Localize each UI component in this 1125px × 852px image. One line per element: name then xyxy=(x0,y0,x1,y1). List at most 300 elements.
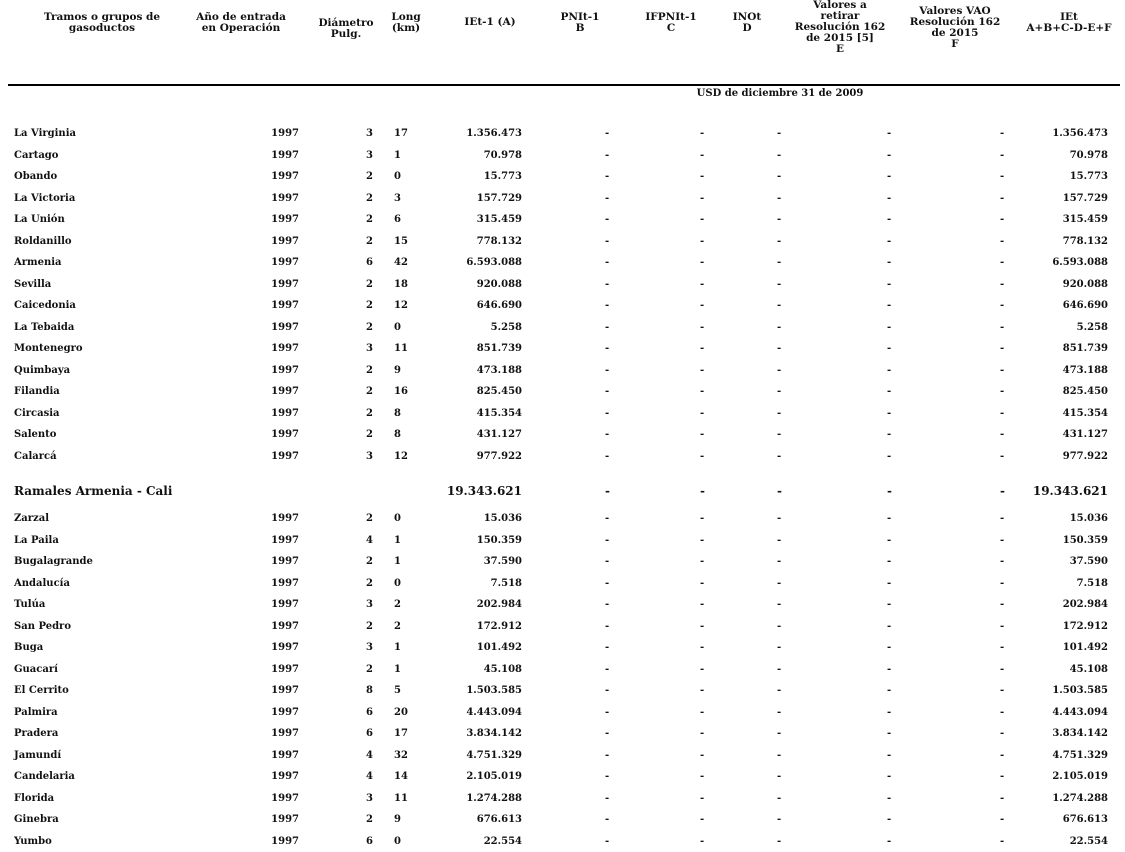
cell-f: - xyxy=(1000,534,1005,546)
cell-name: Tulúa xyxy=(14,599,46,610)
cell-iet1: 202.984 xyxy=(476,599,522,610)
cell-long: 1 xyxy=(394,642,401,653)
cell-c: - xyxy=(700,149,705,161)
cell-iet: 101.492 xyxy=(1062,642,1108,653)
cell-b: - xyxy=(605,214,610,225)
cell-b: - xyxy=(605,706,610,718)
cell-e: - xyxy=(887,685,892,696)
cell-long: 9 xyxy=(394,364,401,376)
cell-long: 11 xyxy=(394,792,408,804)
cell-b: - xyxy=(605,450,610,462)
cell-e: - xyxy=(887,149,892,161)
cell-c: - xyxy=(700,835,705,847)
cell-name: La Virginia xyxy=(14,128,76,139)
cell-d: - xyxy=(777,685,782,696)
cell-diam: 2 xyxy=(366,192,373,204)
cell-iet1: 5.258 xyxy=(490,321,522,333)
cell-iet1: 778.132 xyxy=(476,235,522,247)
cell-f: - xyxy=(1000,214,1005,225)
cell-d: - xyxy=(777,321,782,333)
cell-long: 2 xyxy=(394,599,401,610)
cell-d: - xyxy=(777,364,782,376)
cell-d: - xyxy=(777,749,782,761)
cell-diam: 2 xyxy=(366,171,373,182)
cell-year: 1997 xyxy=(271,728,299,739)
cell-iet1: 2.105.019 xyxy=(466,771,522,782)
cell-e: - xyxy=(887,364,892,376)
cell-iet1: 15.036 xyxy=(483,513,522,524)
cell-c: - xyxy=(700,685,705,696)
cell-f: - xyxy=(1000,642,1005,653)
cell-iet: 4.751.329 xyxy=(1052,749,1108,761)
cell-b: - xyxy=(605,300,610,311)
cell-iet: 15.036 xyxy=(1069,513,1108,524)
cell-long: 1 xyxy=(394,534,401,546)
cell-diam: 8 xyxy=(366,685,373,696)
cell-c: - xyxy=(700,128,705,139)
cell-b: - xyxy=(605,278,610,290)
cell-iet: 22.554 xyxy=(1069,835,1108,847)
cell-e: - xyxy=(887,577,892,589)
cell-c: - xyxy=(700,450,705,462)
cell-long: 11 xyxy=(394,343,408,354)
cell-d: - xyxy=(777,171,782,182)
cell-d: - xyxy=(777,214,782,225)
cell-year: 1997 xyxy=(271,620,299,632)
cell-diam: 2 xyxy=(366,407,373,419)
cell-name: Obando xyxy=(14,171,58,182)
cell-long: 12 xyxy=(394,450,408,462)
cell-e: - xyxy=(887,192,892,204)
cell-d: - xyxy=(777,599,782,610)
cell-iet: 37.590 xyxy=(1069,556,1108,567)
cell-name: Calarcá xyxy=(14,450,57,462)
cell-year: 1997 xyxy=(271,171,299,182)
cell-long: 6 xyxy=(394,214,401,225)
cell-d: - xyxy=(777,407,782,419)
cell-long: 0 xyxy=(394,513,401,524)
cell-long: 8 xyxy=(394,407,401,419)
cell-c: - xyxy=(700,343,705,354)
table-row xyxy=(0,810,1125,830)
header-divider xyxy=(8,84,1120,86)
cell-d: - xyxy=(777,835,782,847)
cell-iet1: 851.739 xyxy=(476,343,522,354)
cell-diam: 2 xyxy=(366,663,373,675)
cell-c: - xyxy=(700,599,705,610)
cell-iet1: 3.834.142 xyxy=(466,728,522,739)
cell-name: Yumbo xyxy=(14,835,52,847)
cell-long: 17 xyxy=(394,128,408,139)
cell-e: - xyxy=(887,257,892,268)
cell-b: - xyxy=(605,321,610,333)
cell-name: Ginebra xyxy=(14,814,59,825)
cell-long: 1 xyxy=(394,663,401,675)
cell-c: - xyxy=(700,364,705,376)
table-row xyxy=(0,189,1125,209)
cell-f: - xyxy=(1000,577,1005,589)
cell-c: - xyxy=(700,321,705,333)
cell-diam: 2 xyxy=(366,513,373,524)
cell-year: 1997 xyxy=(271,706,299,718)
cell-iet: 1.274.288 xyxy=(1052,792,1108,804)
cell-long: 2 xyxy=(394,620,401,632)
cell-c: - xyxy=(700,513,705,524)
cell-e: - xyxy=(887,429,892,440)
cell-f: - xyxy=(1000,513,1005,524)
cell-year: 1997 xyxy=(271,128,299,139)
cell-year: 1997 xyxy=(271,663,299,675)
cell-iet1: 157.729 xyxy=(476,192,522,204)
cell-name: Candelaria xyxy=(14,771,75,782)
table-row xyxy=(0,253,1125,273)
cell-iet: 7.518 xyxy=(1076,577,1108,589)
cell-year: 1997 xyxy=(271,364,299,376)
cell-name: Guacarí xyxy=(14,663,58,675)
cell-iet1: 7.518 xyxy=(490,577,522,589)
table-row xyxy=(0,167,1125,187)
table-row xyxy=(0,296,1125,316)
cell-iet: 431.127 xyxy=(1062,429,1108,440)
cell-iet: 3.834.142 xyxy=(1052,728,1108,739)
cell-b: - xyxy=(605,534,610,546)
cell-diam: 3 xyxy=(366,128,373,139)
cell-long: 42 xyxy=(394,257,408,268)
cell-diam: 3 xyxy=(366,343,373,354)
cell-b: - xyxy=(605,771,610,782)
cell-e: - xyxy=(887,663,892,675)
cell-long: 8 xyxy=(394,429,401,440)
cell-iet: 45.108 xyxy=(1069,663,1108,675)
cell-name: Florida xyxy=(14,792,55,804)
cell-c: - xyxy=(700,642,705,653)
cell-year: 1997 xyxy=(271,642,299,653)
cell-c: - xyxy=(700,706,705,718)
cell-long: 18 xyxy=(394,278,408,290)
cell-b: - xyxy=(605,620,610,632)
cell-b: - xyxy=(605,728,610,739)
cell-c: - xyxy=(700,235,705,247)
cell-iet: 977.922 xyxy=(1062,450,1108,462)
cell-f: - xyxy=(1000,364,1005,376)
unit-label: USD de diciembre 31 de 2009 xyxy=(696,88,864,99)
table-row xyxy=(0,275,1125,295)
cell-d: - xyxy=(777,235,782,247)
cell-diam: 4 xyxy=(366,534,373,546)
table-row xyxy=(0,552,1125,572)
cell-iet: 4.443.094 xyxy=(1052,706,1108,718)
header-b: PNIt-1 B xyxy=(560,11,600,34)
cell-iet: 315.459 xyxy=(1062,214,1108,225)
cell-f: - xyxy=(1000,620,1005,632)
cell-d: - xyxy=(777,642,782,653)
cell-f: - xyxy=(1000,685,1005,696)
cell-diam: 3 xyxy=(366,642,373,653)
cell-f: - xyxy=(1000,171,1005,182)
cell-f: - xyxy=(1000,771,1005,782)
cell-c: - xyxy=(700,407,705,419)
cell-f: - xyxy=(1000,835,1005,847)
cell-e: - xyxy=(887,235,892,247)
cell-iet: 6.593.088 xyxy=(1052,257,1108,268)
table-row xyxy=(0,210,1125,230)
cell-e: - xyxy=(887,513,892,524)
table-row xyxy=(0,382,1125,402)
cell-d: - xyxy=(777,192,782,204)
cell-b: - xyxy=(605,343,610,354)
cell-iet: 172.912 xyxy=(1062,620,1108,632)
cell-e: - xyxy=(887,300,892,311)
cell-e: - xyxy=(887,171,892,182)
cell-diam: 6 xyxy=(366,728,373,739)
cell-diam: 2 xyxy=(366,620,373,632)
cell-b: - xyxy=(605,257,610,268)
cell-c: - xyxy=(700,814,705,825)
cell-name: Palmira xyxy=(14,706,58,718)
cell-f: - xyxy=(1000,278,1005,290)
cell-b: - xyxy=(605,192,610,204)
cell-e: - xyxy=(887,534,892,546)
cell-b: - xyxy=(605,235,610,247)
cell-b: - xyxy=(605,577,610,589)
cell-name: Cartago xyxy=(14,149,59,161)
cell-f: - xyxy=(1000,257,1005,268)
cell-iet1: 150.359 xyxy=(476,534,522,546)
cell-iet1: 1.356.473 xyxy=(466,128,522,139)
cell-year: 1997 xyxy=(271,407,299,419)
cell-year: 1997 xyxy=(271,450,299,462)
cell-f: - xyxy=(1000,450,1005,462)
cell-e: - xyxy=(887,484,892,498)
cell-b: - xyxy=(605,407,610,419)
cell-diam: 2 xyxy=(366,429,373,440)
header-e: Valores a retirar Resolución 162 de 2015 [5] E xyxy=(794,0,886,55)
cell-f: - xyxy=(1000,556,1005,567)
cell-iet1: 70.978 xyxy=(483,149,522,161)
table-row xyxy=(0,681,1125,701)
cell-c: - xyxy=(700,192,705,204)
cell-d: - xyxy=(777,513,782,524)
table-row xyxy=(0,531,1125,551)
cell-long: 0 xyxy=(394,577,401,589)
cell-iet1: 431.127 xyxy=(476,429,522,440)
cell-year: 1997 xyxy=(271,192,299,204)
cell-long: 1 xyxy=(394,556,401,567)
cell-year: 1997 xyxy=(271,814,299,825)
table-row xyxy=(0,339,1125,359)
cell-b: - xyxy=(605,386,610,397)
cell-e: - xyxy=(887,814,892,825)
cell-diam: 2 xyxy=(366,814,373,825)
cell-c: - xyxy=(700,214,705,225)
cell-name: Montenegro xyxy=(14,343,83,354)
cell-year: 1997 xyxy=(271,300,299,311)
cell-b: - xyxy=(605,429,610,440)
cell-c: - xyxy=(700,728,705,739)
cell-iet1: 22.554 xyxy=(483,835,522,847)
cell-name: Ramales Armenia - Cali xyxy=(14,484,173,498)
cell-iet: 19.343.621 xyxy=(1032,484,1108,498)
cell-f: - xyxy=(1000,792,1005,804)
cell-f: - xyxy=(1000,749,1005,761)
cell-name: Caicedonia xyxy=(14,300,76,311)
table-row xyxy=(0,746,1125,766)
cell-iet: 778.132 xyxy=(1062,235,1108,247)
header-diam: Diámetro Pulg. xyxy=(318,17,374,40)
cell-b: - xyxy=(605,599,610,610)
cell-year: 1997 xyxy=(271,149,299,161)
cell-name: El Cerrito xyxy=(14,685,69,696)
cell-c: - xyxy=(700,771,705,782)
table-row xyxy=(0,789,1125,809)
cell-d: - xyxy=(777,534,782,546)
cell-diam: 2 xyxy=(366,214,373,225)
cell-long: 3 xyxy=(394,192,401,204)
cell-d: - xyxy=(777,706,782,718)
header-iet1: IEt-1 (A) xyxy=(464,16,516,28)
cell-year: 1997 xyxy=(271,278,299,290)
cell-d: - xyxy=(777,343,782,354)
cell-e: - xyxy=(887,450,892,462)
cell-e: - xyxy=(887,835,892,847)
cell-f: - xyxy=(1000,407,1005,419)
cell-b: - xyxy=(605,835,610,847)
cell-diam: 4 xyxy=(366,771,373,782)
cell-iet: 5.258 xyxy=(1076,321,1108,333)
cell-iet1: 676.613 xyxy=(476,814,522,825)
cell-iet1: 6.593.088 xyxy=(466,257,522,268)
cell-long: 32 xyxy=(394,749,408,761)
cell-name: Filandia xyxy=(14,386,60,397)
cell-f: - xyxy=(1000,706,1005,718)
cell-name: Circasia xyxy=(14,407,60,419)
cell-iet1: 415.354 xyxy=(476,407,522,419)
cell-c: - xyxy=(700,429,705,440)
cell-d: - xyxy=(777,450,782,462)
cell-e: - xyxy=(887,278,892,290)
cell-e: - xyxy=(887,599,892,610)
cell-d: - xyxy=(777,792,782,804)
cell-e: - xyxy=(887,407,892,419)
cell-f: - xyxy=(1000,128,1005,139)
table-row xyxy=(0,232,1125,252)
header-c: IFPNIt-1 C xyxy=(645,11,697,34)
cell-f: - xyxy=(1000,599,1005,610)
cell-long: 1 xyxy=(394,149,401,161)
cell-diam: 6 xyxy=(366,257,373,268)
cell-f: - xyxy=(1000,728,1005,739)
cell-e: - xyxy=(887,556,892,567)
cell-diam: 2 xyxy=(366,556,373,567)
cell-year: 1997 xyxy=(271,321,299,333)
cell-iet1: 1.503.585 xyxy=(466,685,522,696)
cell-d: - xyxy=(777,278,782,290)
cell-diam: 2 xyxy=(366,278,373,290)
table-row xyxy=(0,724,1125,744)
cell-year: 1997 xyxy=(271,343,299,354)
cell-d: - xyxy=(777,386,782,397)
cell-b: - xyxy=(605,128,610,139)
cell-diam: 3 xyxy=(366,149,373,161)
cell-d: - xyxy=(777,484,782,498)
cell-f: - xyxy=(1000,300,1005,311)
cell-e: - xyxy=(887,642,892,653)
cell-b: - xyxy=(605,642,610,653)
table-row xyxy=(0,425,1125,445)
cell-year: 1997 xyxy=(271,534,299,546)
cell-year: 1997 xyxy=(271,835,299,847)
cell-name: San Pedro xyxy=(14,620,71,632)
cell-long: 0 xyxy=(394,835,401,847)
cell-iet1: 920.088 xyxy=(476,278,522,290)
cell-name: Roldanillo xyxy=(14,235,72,247)
cell-long: 17 xyxy=(394,728,408,739)
cell-b: - xyxy=(605,685,610,696)
cell-iet: 70.978 xyxy=(1069,149,1108,161)
cell-diam: 2 xyxy=(366,300,373,311)
cell-iet: 851.739 xyxy=(1062,343,1108,354)
cell-b: - xyxy=(605,484,610,498)
cell-d: - xyxy=(777,149,782,161)
cell-f: - xyxy=(1000,235,1005,247)
cell-d: - xyxy=(777,577,782,589)
cell-f: - xyxy=(1000,149,1005,161)
cell-e: - xyxy=(887,728,892,739)
cell-f: - xyxy=(1000,429,1005,440)
table-row xyxy=(0,767,1125,787)
table-row xyxy=(0,832,1125,852)
cell-name: Bugalagrande xyxy=(14,556,93,567)
cell-iet1: 37.590 xyxy=(483,556,522,567)
cell-e: - xyxy=(887,321,892,333)
cell-d: - xyxy=(777,814,782,825)
cell-e: - xyxy=(887,214,892,225)
cell-iet1: 825.450 xyxy=(476,386,522,397)
cell-b: - xyxy=(605,171,610,182)
table-row xyxy=(0,660,1125,680)
cell-long: 9 xyxy=(394,814,401,825)
cell-d: - xyxy=(777,556,782,567)
cell-name: Pradera xyxy=(14,728,59,739)
cell-year: 1997 xyxy=(271,685,299,696)
cell-b: - xyxy=(605,792,610,804)
cell-diam: 4 xyxy=(366,749,373,761)
header-f: Valores VAO Resolución 162 de 2015 F xyxy=(909,5,1001,50)
cell-e: - xyxy=(887,386,892,397)
cell-c: - xyxy=(700,663,705,675)
cell-b: - xyxy=(605,749,610,761)
cell-long: 16 xyxy=(394,386,408,397)
cell-iet1: 4.751.329 xyxy=(466,749,522,761)
cell-iet: 825.450 xyxy=(1062,386,1108,397)
cell-d: - xyxy=(777,620,782,632)
cell-year: 1997 xyxy=(271,257,299,268)
cell-iet1: 4.443.094 xyxy=(466,706,522,718)
cell-c: - xyxy=(700,534,705,546)
cell-b: - xyxy=(605,149,610,161)
cell-long: 14 xyxy=(394,771,408,782)
cell-c: - xyxy=(700,620,705,632)
header-year: Año de entrada en Operación xyxy=(196,11,286,34)
cell-iet: 646.690 xyxy=(1062,300,1108,311)
cell-iet: 2.105.019 xyxy=(1052,771,1108,782)
table-row xyxy=(0,617,1125,637)
table-row xyxy=(0,404,1125,424)
cell-iet1: 172.912 xyxy=(476,620,522,632)
cell-name: La Paila xyxy=(14,534,59,546)
header-name: Tramos o grupos de gasoductos xyxy=(43,11,161,34)
cell-name: Salento xyxy=(14,429,57,440)
